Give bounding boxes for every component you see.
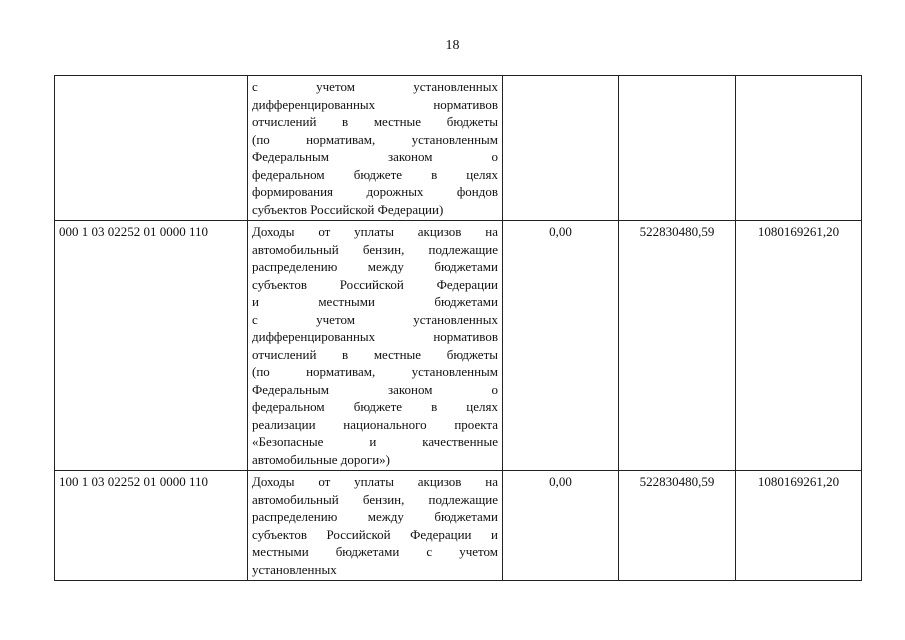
revenue-name-cell — [248, 76, 503, 221]
table-body — [55, 76, 862, 581]
revenue-name-line: (по нормативам, установленным — [252, 364, 498, 379]
revenue-name-line: «Безопасные и качественные — [252, 434, 498, 449]
revenue-name-line: Доходы от уплаты акцизов на — [252, 474, 498, 489]
table-row — [55, 76, 862, 221]
revenue-name-cell — [248, 221, 503, 471]
revenue-name-line: и местными бюджетами — [252, 294, 498, 309]
revenue-name-line: Федеральным законом о — [252, 381, 498, 397]
revenue-name-line: с учетом установленных — [252, 311, 498, 327]
revenue-name-line: установленных — [252, 561, 337, 577]
amount-cell-v2 — [619, 76, 736, 221]
revenue-name-line: Федеральным законом о — [252, 149, 498, 164]
revenue-name-line: реализации национального проекта — [252, 416, 498, 432]
amount-cell-v3 — [736, 76, 862, 221]
revenue-name-line: субъектов Российской Федерации и — [252, 526, 498, 542]
revenue-name-line: (по нормативам, установленным — [252, 131, 498, 147]
table-row — [55, 471, 862, 581]
revenue-name-line: распределению между бюджетами — [252, 509, 498, 524]
revenue-name-line: с учетом установленных — [252, 79, 498, 94]
revenue-table — [54, 75, 862, 581]
revenue-name-line: отчислений в местные бюджеты — [252, 346, 498, 362]
amount-cell-v2: 522830480,59 — [619, 221, 736, 471]
revenue-name-line: федеральном бюджете в целях — [252, 399, 498, 414]
budget-code-cell: 000 1 03 02252 01 0000 110 — [55, 221, 248, 471]
amount-cell-v1 — [503, 76, 619, 221]
revenue-name-line: федеральном бюджете в целях — [252, 166, 498, 182]
revenue-name-line: дифференцированных нормативов — [252, 329, 498, 344]
revenue-name-line: формирования дорожных фондов — [252, 184, 498, 199]
page-number: 18 — [445, 38, 460, 53]
revenue-name-line: субъектов Российской Федерации — [252, 276, 498, 292]
revenue-name-line: отчислений в местные бюджеты — [252, 114, 498, 129]
revenue-name-line: распределению между бюджетами — [252, 259, 498, 274]
amount-cell-v2: 522830480,59 — [619, 471, 736, 581]
amount-cell-v3: 1080169261,20 — [736, 221, 862, 471]
amount-cell-v1: 0,00 — [503, 221, 619, 471]
revenue-name-line: местными бюджетами с учетом — [252, 544, 498, 559]
amount-cell-v3: 1080169261,20 — [736, 471, 862, 581]
revenue-name-line: автомобильный бензин, подлежащие — [252, 241, 498, 257]
revenue-name-cell — [248, 471, 503, 581]
revenue-name-line: субъектов Российской Федерации) — [252, 201, 444, 217]
revenue-name-line: автомобильные дороги») — [252, 451, 391, 467]
revenue-name-line: автомобильный бензин, подлежащие — [252, 491, 498, 507]
revenue-name-line: Доходы от уплаты акцизов на — [252, 224, 498, 239]
amount-cell-v1: 0,00 — [503, 471, 619, 581]
budget-code-cell — [55, 76, 248, 221]
budget-code-cell: 100 1 03 02252 01 0000 110 — [55, 471, 248, 581]
revenue-name-line: дифференцированных нормативов — [252, 96, 498, 112]
table-row — [55, 221, 862, 471]
